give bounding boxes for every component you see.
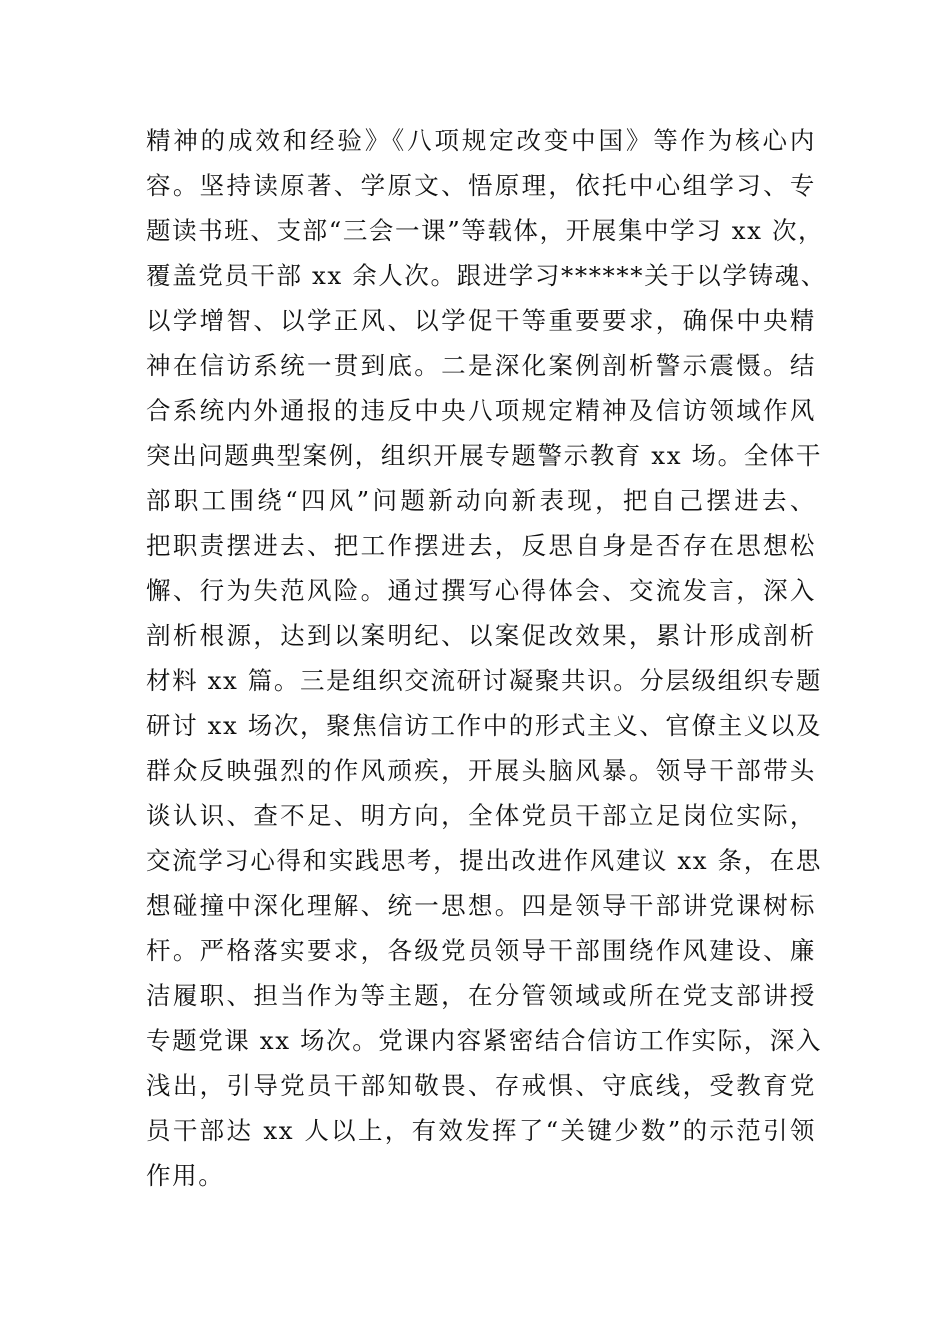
- text-line: 把职责摆进去、把工作摆进去，反思自身是否存在思想松: [146, 531, 816, 560]
- text-line: 突出问题典型案例，组织开展专题警示教育 xx 场。全体干: [146, 441, 823, 470]
- text-line: 剖析根源，达到以案明纪、以案促改效果，累计形成剖析: [146, 621, 816, 650]
- text-line: 神在信访系统一贯到底。二是深化案例剖析警示震慑。结: [146, 351, 816, 380]
- text-line: 合系统内外通报的违反中央八项规定精神及信访领域作风: [146, 396, 816, 425]
- text-line: 以学增智、以学正风、以学促干等重要要求，确保中央精: [146, 306, 816, 335]
- text-line: 想碰撞中深化理解、统一思想。四是领导干部讲党课树标: [146, 891, 816, 920]
- text-line: 专题党课 xx 场次。党课内容紧密结合信访工作实际，深入: [146, 1026, 823, 1055]
- text-line: 谈认识、查不足、明方向，全体党员干部立足岗位实际，: [146, 801, 816, 830]
- text-line: 精神的成效和经验》《八项规定改变中国》等作为核心内: [146, 126, 816, 155]
- text-line: 懈、行为失范风险。通过撰写心得体会、交流发言，深入: [146, 576, 816, 605]
- text-line: 交流学习心得和实践思考，提出改进作风建议 xx 条，在思: [146, 846, 823, 875]
- text-line: 题读书班、支部“三会一课”等载体，开展集中学习 xx 次，: [146, 216, 825, 245]
- text-line: 群众反映强烈的作风顽疾，开展头脑风暴。领导干部带头: [146, 756, 816, 785]
- text-line: 洁履职、担当作为等主题，在分管领域或所在党支部讲授: [146, 981, 816, 1010]
- text-line: 覆盖党员干部 xx 余人次。跟进学习******关于以学铸魂、: [146, 261, 827, 290]
- text-line: 员干部达 xx 人以上，有效发挥了“关键少数”的示范引领: [146, 1116, 816, 1145]
- text-line: 浅出，引导党员干部知敬畏、存戒惧、守底线，受教育党: [146, 1071, 816, 1100]
- text-line: 研讨 xx 场次，聚焦信访工作中的形式主义、官僚主义以及: [146, 711, 823, 740]
- body-paragraph: [146, 118, 827, 1198]
- text-line: 作用。: [146, 1161, 225, 1190]
- text-line: 杆。严格落实要求，各级党员领导干部围绕作风建设、廉: [146, 936, 816, 965]
- text-line: 材料 xx 篇。三是组织交流研讨凝聚共识。分层级组织专题: [146, 666, 823, 695]
- text-line: 容。坚持读原著、学原文、悟原理，依托中心组学习、专: [146, 171, 816, 200]
- text-line: 部职工围绕“四风”问题新动向新表现，把自己摆进去、: [146, 486, 816, 515]
